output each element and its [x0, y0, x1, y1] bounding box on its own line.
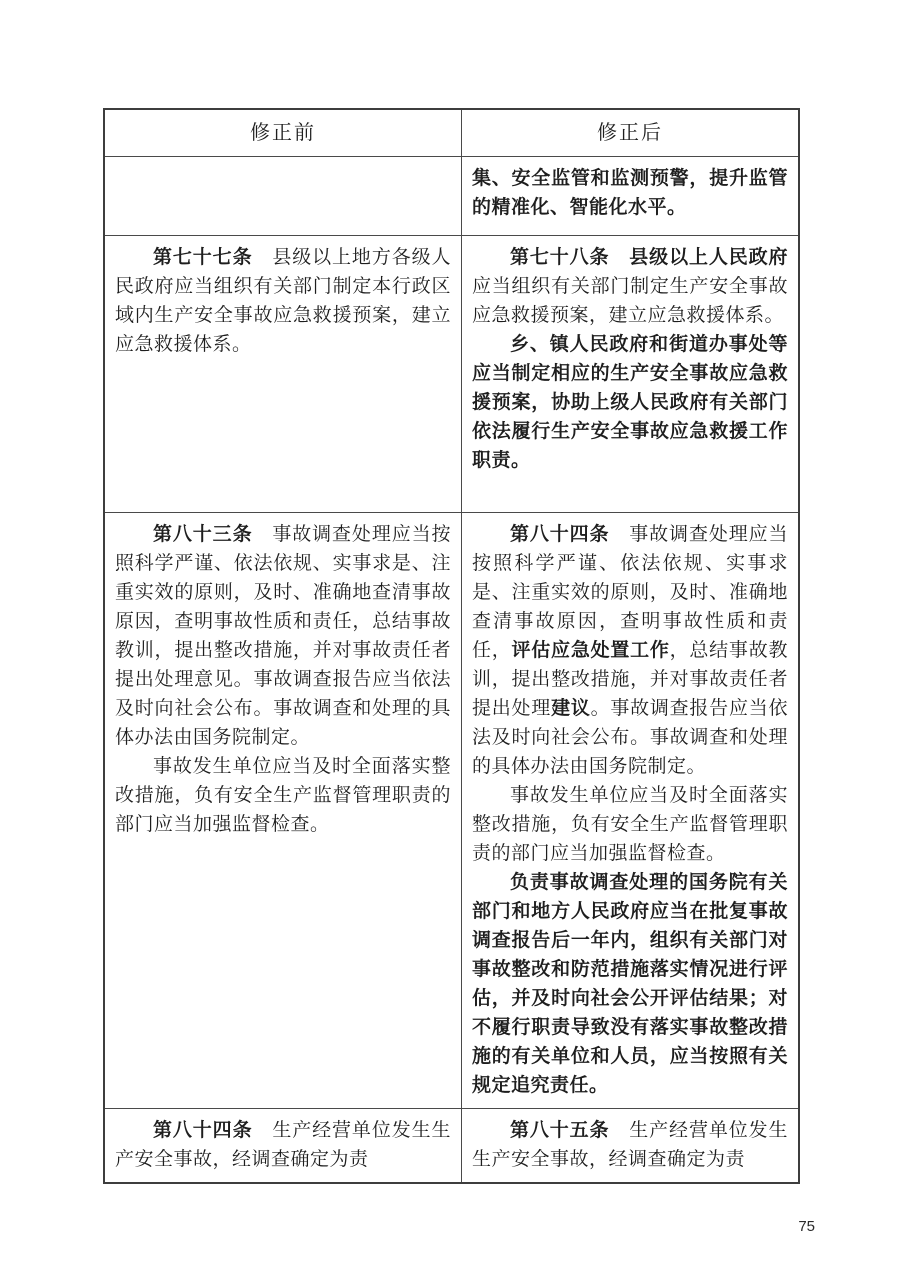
cell-after-amendment [462, 236, 798, 512]
amended-text-run: 第八十四条 [153, 1120, 273, 1141]
text-run: ，总结事故教训，提出整改措施，并对事故责任者提出处理 [472, 640, 788, 719]
paragraph [472, 1116, 788, 1174]
amended-text-run: 乡、镇人民政府和街道办事处等应当制定相应的生产安全事故应急救援预案，协助上级人民政府有关部门依法履行生产安全事故应急救援工作职责。 [472, 334, 788, 471]
paragraph [472, 330, 788, 475]
amended-text-run: 第七十八条 县级以上人民政府 [510, 247, 788, 268]
amended-text-run: 第八十四条 [510, 524, 630, 545]
comparison-table [103, 108, 800, 1184]
header-before-amendment: 修正前 [105, 110, 462, 156]
amended-text-run: 第七十七条 [153, 247, 273, 268]
paragraph [115, 752, 451, 839]
text-run: 事故调查处理应当按照科学严谨、依法依规、实事求是、注重实效的原则，及时、准确地查清事故原因，查明事故性质和责任， [472, 524, 788, 661]
amended-text-run: 负责事故调查处理的国务院有关部门和地方人民政府应当在批复事故调查报告后一年内，组织有关部门对事故整改和防范措施落实情况进行评估，并及时向社会公开评估结果；对不履行职责导致没有落实事故整改措施的有关单位和人员，应当按照有关规定追究责任。 [472, 872, 788, 1096]
table-header-row [105, 110, 798, 156]
text-run: 。事故调查报告应当依法及时向社会公布。事故调查和处理的具体办法由国务院制定。 [472, 698, 788, 777]
paragraph [115, 520, 451, 752]
table-row [105, 156, 798, 235]
paragraph [472, 164, 788, 222]
page-number: 75 [798, 1218, 815, 1235]
amended-text-run: 第八十三条 [153, 524, 273, 545]
amended-text-run: 建议 [551, 698, 591, 719]
paragraph [472, 868, 788, 1100]
cell-after-amendment [462, 513, 798, 1108]
cell-before-amendment [105, 1109, 462, 1182]
text-run: 事故发生单位应当及时全面落实整改措施，负有安全生产监督管理职责的部门应当加强监督检查。 [472, 785, 788, 864]
header-after-amendment: 修正后 [597, 122, 663, 144]
amended-text-run: 评估应急处置工作 [511, 640, 670, 661]
cell-before-amendment [105, 157, 462, 235]
cell-before-amendment [105, 513, 462, 1108]
paragraph [115, 243, 451, 359]
cell-before-amendment [105, 236, 462, 512]
cell-after-amendment [462, 157, 798, 235]
text-run: 生产经营单位发生生产安全事故，经调查确定为责 [115, 1120, 451, 1170]
table-row [105, 1108, 798, 1182]
text-run: 生产经营单位发生生产安全事故，经调查确定为责 [472, 1120, 788, 1170]
amended-text-run: 第八十五条 [510, 1120, 630, 1141]
cell-after-amendment [462, 1109, 798, 1182]
table-body [105, 156, 798, 1182]
table-row [105, 512, 798, 1108]
text-run: 县级以上地方各级人民政府应当组织有关部门制定本行政区域内生产安全事故应急救援预案，建立应急救援体系。 [115, 247, 451, 355]
text-run: 事故发生单位应当及时全面落实整改措施，负有安全生产监督管理职责的部门应当加强监督检查。 [115, 756, 451, 835]
paragraph [115, 1116, 451, 1174]
text-run: 事故调查处理应当按照科学严谨、依法依规、实事求是、注重实效的原则，及时、准确地查清事故原因，查明事故性质和责任，总结事故教训，提出整改措施，并对事故责任者提出处理意见。事故调查报告应当依法及时向社会公布。事故调查和处理的具体办法由国务院制定。 [115, 524, 451, 748]
paragraph [472, 243, 788, 330]
text-run: 应当组织有关部门制定生产安全事故应急救援预案，建立应急救援体系。 [472, 276, 788, 326]
amended-text-run: 集、安全监管和监测预警，提升监管的精准化、智能化水平。 [472, 168, 788, 218]
paragraph [472, 520, 788, 781]
table-row [105, 235, 798, 512]
paragraph [472, 781, 788, 868]
